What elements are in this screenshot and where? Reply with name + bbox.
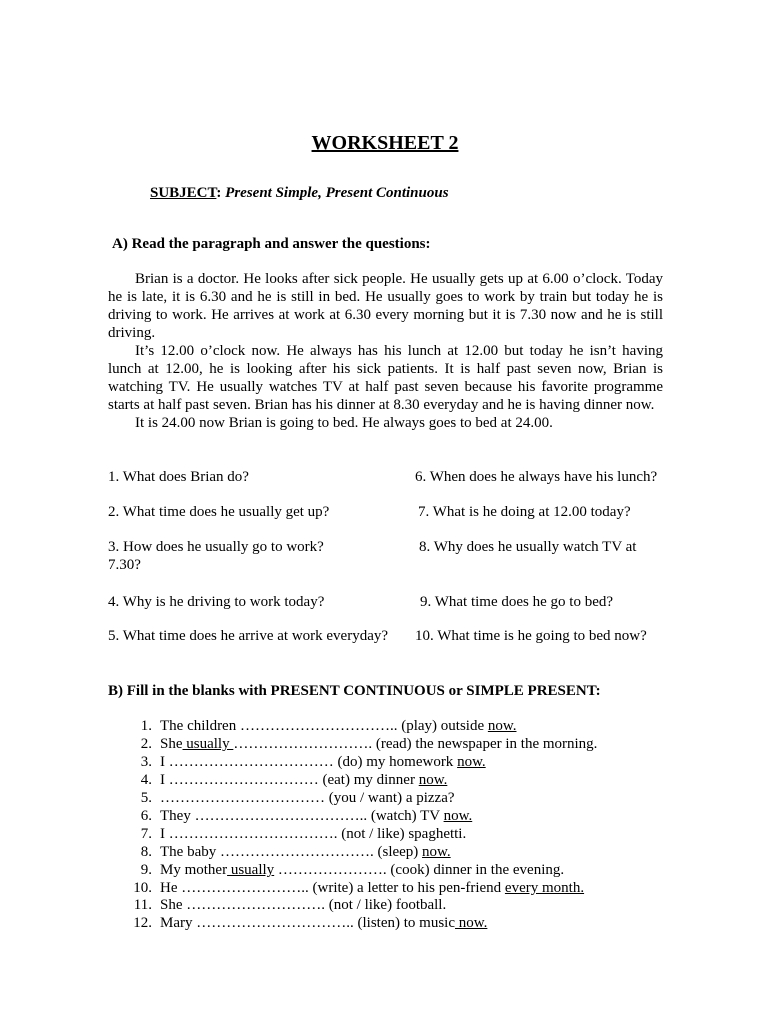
item-underlined-word: usually xyxy=(182,736,234,752)
question-9: 9. What time does he go to bed? xyxy=(420,594,614,610)
item-blank-text: ……………………………. (not / like) spaghetti. xyxy=(165,826,467,842)
item-prefix: I xyxy=(160,826,165,842)
question-6: 6. When does he always have his lunch? xyxy=(415,469,658,485)
exercise-item xyxy=(126,807,472,825)
exercise-item xyxy=(126,771,447,789)
item-blank-text: ………………………. (not / like) football. xyxy=(182,897,447,913)
exercise-item xyxy=(126,825,466,843)
item-number: 9. xyxy=(140,862,152,878)
item-number: 6. xyxy=(140,808,152,824)
exercise-item xyxy=(126,789,455,807)
passage-paragraph: It’s 12.00 o’clock now. He always has his lunch at 12.00 but today he isn’t having lunch at 12.00, he is looking after his sick patients. It is half past seven now, Brian is watching TV. He usually watches TV at half past seven because his favorite programme starts at half past seven. Brian has his dinner at 8.30 everyday and he is having dinner now. xyxy=(108,343,663,413)
item-underlined-time: now. xyxy=(487,718,517,734)
item-blank-text: …………………………….. (watch) TV xyxy=(190,808,444,824)
exercise-item xyxy=(126,861,564,879)
item-blank-text: ………………………… (eat) my dinner xyxy=(165,772,419,788)
item-blank-text: …………………………… (do) my homework xyxy=(165,754,458,770)
item-blank-text: …………………. (cook) dinner in the evening. xyxy=(274,862,565,878)
item-blank-text: …………………….. (write) a letter to his pen-friend xyxy=(177,880,505,896)
item-number: 1. xyxy=(140,718,152,734)
item-prefix: They xyxy=(160,808,191,824)
subject-label: SUBJECT xyxy=(150,185,217,201)
question-1: 1. What does Brian do? xyxy=(108,469,249,485)
question-7: 7. What is he doing at 12.00 today? xyxy=(418,504,631,520)
item-prefix: The baby xyxy=(160,844,217,860)
item-prefix: The children xyxy=(160,718,237,734)
subject-topic: Present Simple, Present Continuous xyxy=(225,185,449,201)
item-underlined-time: now. xyxy=(418,772,448,788)
reading-passage xyxy=(108,270,663,432)
item-prefix: I xyxy=(160,772,165,788)
item-blank-text: …………………………… (you / want) a pizza? xyxy=(160,790,455,806)
item-prefix: She xyxy=(160,897,183,913)
item-blank-text: ………………………. (read) the newspaper in the morning. xyxy=(233,736,598,752)
question-4: 4. Why is he driving to work today? xyxy=(108,594,325,610)
item-blank-text: ………………………….. (play) outside xyxy=(236,718,488,734)
item-prefix: She xyxy=(160,736,183,752)
exercise-item xyxy=(126,753,486,771)
question-10: 10. What time is he going to bed now? xyxy=(415,628,647,644)
passage-paragraph: It is 24.00 now Brian is going to bed. He always goes to bed at 24.00. xyxy=(135,415,553,431)
section-a-heading: A) Read the paragraph and answer the questions: xyxy=(112,236,431,252)
exercise-item xyxy=(126,717,516,735)
item-underlined-time: now. xyxy=(457,754,486,770)
exercise-item xyxy=(126,896,446,914)
item-underlined-time: now. xyxy=(422,844,451,860)
item-number: 11. xyxy=(133,897,152,913)
subject-line xyxy=(150,184,449,202)
item-prefix: I xyxy=(160,754,165,770)
worksheet-title: WORKSHEET 2 xyxy=(311,132,459,154)
item-underlined-time: now. xyxy=(455,915,488,931)
item-number: 8. xyxy=(140,844,152,860)
exercise-item xyxy=(126,914,487,932)
item-number: 12. xyxy=(133,915,152,931)
item-underlined-time: every month. xyxy=(504,880,585,896)
item-number: 4. xyxy=(140,772,152,788)
item-number: 7. xyxy=(140,826,152,842)
exercise-item xyxy=(126,843,451,861)
item-underlined-word: usually xyxy=(227,862,275,878)
question-3: 3. How does he usually go to work? xyxy=(108,539,324,555)
item-number: 3. xyxy=(140,754,152,770)
item-prefix: He xyxy=(160,880,178,896)
item-blank-text: …………………………. (sleep) xyxy=(216,844,423,860)
item-number: 5. xyxy=(140,790,152,806)
item-prefix: My mother xyxy=(160,862,228,878)
item-number: 10. xyxy=(133,880,152,896)
question-2: 2. What time does he usually get up? xyxy=(108,504,330,520)
item-blank-text: ………………………….. (listen) to music xyxy=(192,915,455,931)
subject-colon: : xyxy=(216,185,222,201)
item-prefix: Mary xyxy=(160,915,193,931)
item-underlined-time: now. xyxy=(443,808,473,824)
passage-paragraph: Brian is a doctor. He looks after sick people. He usually gets up at 6.00 o’clock. Today he is late, it is 6.30 and he is still in bed. He usually goes to work by train but today he is driving to work. He arrives at work at 6.30 every morning but it is 7.30 now and he is still driving. xyxy=(108,271,663,341)
item-number: 2. xyxy=(140,736,152,752)
question-8: 8. Why does he usually watch TV at 7.30? xyxy=(108,539,637,573)
exercise-item xyxy=(126,735,597,753)
section-b-heading: B) Fill in the blanks with PRESENT CONTINUOUS or SIMPLE PRESENT: xyxy=(108,683,601,699)
exercise-item xyxy=(126,879,584,897)
question-5: 5. What time does he arrive at work everyday? xyxy=(108,628,389,644)
